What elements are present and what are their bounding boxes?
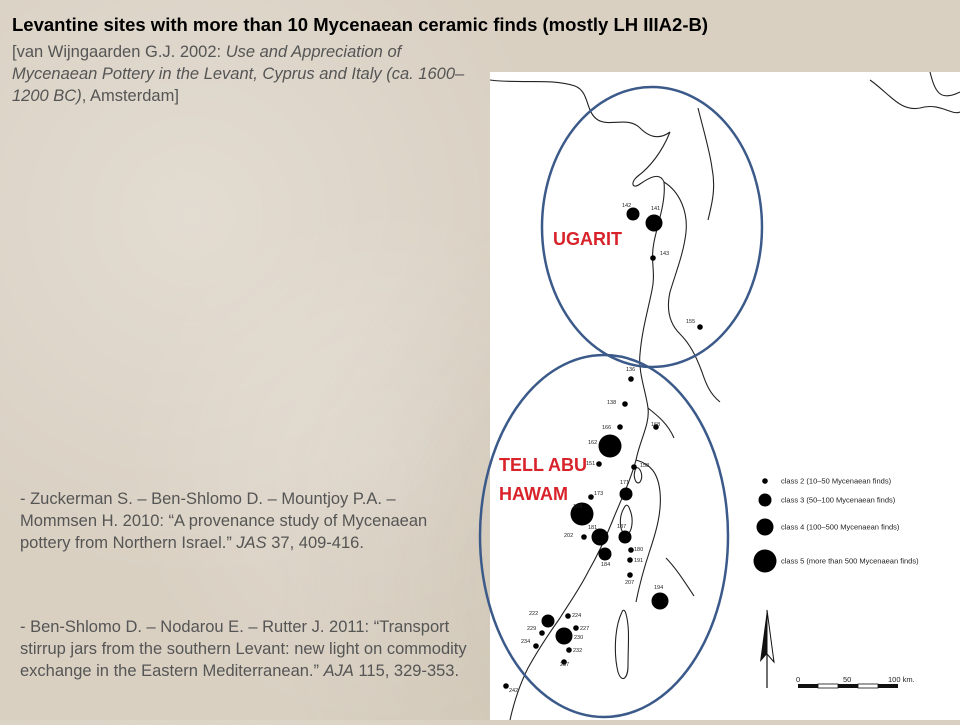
site-marker-162 — [599, 435, 622, 458]
site-number-181: 181 — [588, 525, 598, 531]
site-number-143: 143 — [660, 251, 670, 257]
site-marker-229 — [539, 630, 545, 636]
citation-book-title: Use and Appreciation of Mycenaean Pottery in the Levant, Cyprus and Italy (ca. 1600– 1200 BC) — [12, 43, 465, 105]
legend-text-class-2: class 2 (10–50 Mycenaean finds) — [781, 476, 892, 486]
site-number-166: 166 — [602, 425, 612, 431]
site-marker-151 — [596, 461, 602, 467]
site-marker-242 — [503, 683, 509, 689]
site-number-207: 207 — [625, 580, 635, 586]
region-label-tell-abu: TELL ABU — [499, 455, 587, 475]
reference-2-journal: AJA — [323, 662, 354, 680]
citation-open: [van Wijngaarden G.J. 2002: — [12, 43, 226, 61]
scale-tick-50: 50 — [843, 675, 852, 684]
site-number-162: 162 — [588, 440, 598, 446]
site-marker-234 — [533, 643, 539, 649]
site-marker-158 — [631, 464, 637, 470]
sites-layer — [503, 203, 703, 694]
site-marker-222 — [542, 615, 555, 628]
site-marker-181 — [592, 529, 609, 546]
site-number-227: 227 — [580, 626, 590, 632]
site-number-168: 168 — [651, 422, 661, 428]
map-legend — [754, 477, 920, 573]
region-label-hawam: HAWAM — [499, 484, 568, 504]
site-number-242: 242 — [509, 688, 519, 694]
site-number-138: 138 — [607, 400, 617, 406]
site-marker-155 — [697, 324, 703, 330]
site-number-136: 136 — [626, 367, 636, 373]
legend-marker-class-2 — [762, 478, 768, 484]
scale-tick-100: 100 km. — [888, 675, 915, 684]
scale-bar — [796, 675, 915, 688]
site-marker-232 — [566, 647, 572, 653]
site-number-229: 229 — [527, 626, 537, 632]
site-number-187: 187 — [617, 524, 627, 530]
reference-1-journal: JAS — [236, 534, 267, 552]
site-marker-202 — [581, 534, 587, 540]
site-marker-224 — [565, 613, 571, 619]
citation-close: , Amsterdam] — [81, 87, 179, 105]
site-number-230: 230 — [574, 635, 584, 641]
site-number-237: 237 — [560, 662, 570, 668]
site-number-222: 222 — [529, 611, 539, 617]
site-number-194: 194 — [654, 585, 664, 591]
site-marker-191 — [627, 557, 633, 563]
scale-tick-0: 0 — [796, 675, 801, 684]
legend-text-class-4: class 4 (100–500 Mycenaean finds) — [781, 522, 900, 532]
site-marker-180 — [628, 547, 634, 553]
site-marker-184 — [599, 548, 612, 561]
site-number-169: 169 — [573, 504, 583, 510]
site-number-180: 180 — [634, 547, 644, 553]
site-marker-136 — [628, 376, 634, 382]
reference-2-text: - Ben-Shlomo D. – Nodarou E. – Rutter J. 2011: “Transport stirrup jars from the southern Levant: new light on commodity exchange in the Eastern Mediterranean.” — [20, 618, 467, 680]
site-marker-143 — [650, 255, 656, 261]
site-number-142: 142 — [622, 203, 632, 209]
region-label-ugarit: UGARIT — [553, 229, 622, 249]
site-number-151: 151 — [586, 461, 596, 467]
legend-marker-class-3 — [759, 494, 772, 507]
site-marker-166 — [617, 424, 623, 430]
site-number-202: 202 — [564, 533, 574, 539]
site-number-141: 141 — [651, 206, 661, 212]
site-number-155: 155 — [686, 319, 696, 325]
site-number-224: 224 — [572, 613, 582, 619]
site-marker-194 — [652, 593, 669, 610]
slide-title: Levantine sites with more than 10 Mycenaean ceramic finds (mostly LH IIIA2-B) — [12, 14, 708, 35]
site-number-158: 158 — [640, 463, 650, 469]
reference-2-volume: 115, 329-353. — [353, 662, 460, 680]
legend-text-class-3: class 3 (50–100 Mycenaean finds) — [781, 495, 896, 505]
site-marker-171 — [620, 488, 633, 501]
site-marker-207 — [627, 572, 633, 578]
site-number-232: 232 — [573, 648, 583, 654]
site-number-171: 171 — [620, 480, 630, 486]
site-number-191: 191 — [634, 558, 644, 564]
site-marker-138 — [622, 401, 628, 407]
legend-text-class-5: class 5 (more than 500 Mycenaean finds) — [781, 556, 919, 566]
site-marker-230 — [556, 628, 573, 645]
site-number-173: 173 — [594, 491, 604, 497]
site-marker-173 — [588, 494, 594, 500]
legend-marker-class-4 — [757, 519, 774, 536]
site-marker-142 — [627, 208, 640, 221]
legend-marker-class-5 — [754, 550, 777, 573]
reference-1-text: - Zuckerman S. – Ben-Shlomo D. – Mountjoy P.A. – Mommsen H. 2010: “A provenance study of Mycenaean pottery from Northern Israel.” — [20, 490, 428, 552]
reference-1-volume: 37, 409-416. — [266, 534, 364, 552]
site-number-184: 184 — [601, 562, 611, 568]
site-number-234: 234 — [521, 639, 531, 645]
site-marker-187 — [619, 531, 632, 544]
site-marker-141 — [646, 215, 663, 232]
site-marker-227 — [573, 625, 579, 631]
